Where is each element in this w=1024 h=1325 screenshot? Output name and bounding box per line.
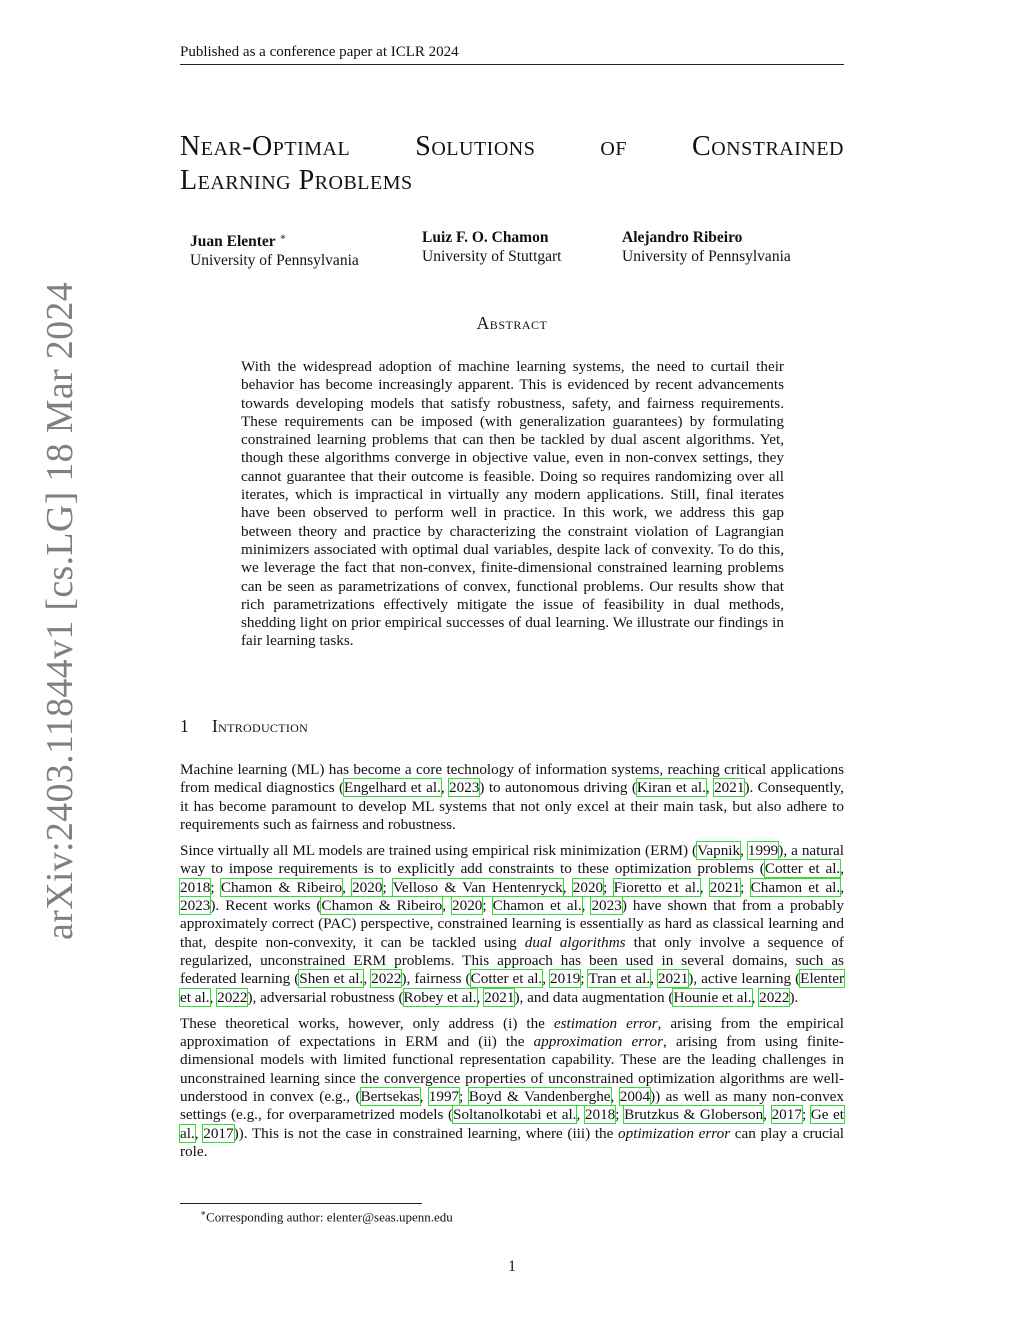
text-run: , xyxy=(740,842,748,860)
emphasis-text: estimation error xyxy=(553,1014,658,1032)
text-run: These theoretical works, however, only address (i) the xyxy=(180,1014,554,1032)
page-number: 1 xyxy=(508,1258,516,1275)
citation-link[interactable]: 2023 xyxy=(180,897,211,915)
footnote xyxy=(200,1208,453,1225)
footnote-text: Corresponding author: elenter@seas.upenn.edu xyxy=(206,1209,453,1225)
citation-link[interactable]: 2020 xyxy=(452,897,483,915)
text-run: , arising from the empirical approximation of expectations in ERM and (ii) the xyxy=(180,1014,845,1051)
citation-link[interactable]: Chamon et al. xyxy=(492,897,582,915)
text-run: , xyxy=(419,1088,429,1106)
citation-link[interactable]: Chamon et al. xyxy=(750,878,841,896)
text-run: , xyxy=(581,897,592,915)
text-run: Machine learning (ML) has become a core technology of information systems, reaching critical applications from medical diagnostics ( xyxy=(180,761,844,797)
abstract-text: With the widespread adoption of machine learning systems, the need to curtail their behavior has become increasingly apparent. This is evidenced by recent advancements towards developing models that satisfy robustness, safety, and fairness requirements. These requirements can be imposed (with generalization guarantees) by formulating constrained learning problems that can then be tackled by dual ascent algorithms. Yet, though these algorithms converge in objective value, even in non-convex settings, they cannot guarantee that their outcome is feasible. Doing so requires randomizing over all iterates, which is impractical in virtually any modern applications. Still, final iterates have been observed to perform well in practice. In this work, we address this gap between theory and practice by characterizing the constraint violation of Lagrangian minimizers associated with optimal dual variables, despite lack of convexity. To do this, we leverage the fact that non-convex, finite-dimensional constrained learning problems can be seen as parametrizations of convex, functional problems. Our results show that rich parametrizations effectively mitigate the issue of feasibility in dual methods, shedding light on prior empirical successes of dual learning. We illustrate our findings in fair learning tasks. xyxy=(241,358,784,650)
text-run: ), active learning ( xyxy=(688,970,801,988)
text-run: ; xyxy=(801,1106,811,1124)
citation-link[interactable]: Shen et al. xyxy=(299,970,364,988)
text-run: ), a natural way to impose requirements is to explicitly add constraints to these optimization problems ( xyxy=(180,842,844,878)
citation-link[interactable]: Hounie et al. xyxy=(673,988,752,1006)
author-block xyxy=(622,228,791,266)
text-run: , xyxy=(363,970,372,988)
section-heading xyxy=(180,716,308,737)
text-run: ; xyxy=(210,878,221,896)
text-run: , xyxy=(442,897,452,915)
citation-link[interactable]: 2021 xyxy=(709,878,741,896)
text-run: ) to autonomous driving ( xyxy=(479,779,637,797)
text-run: can play a crucial role. xyxy=(180,1124,845,1160)
emphasis-text: optimization error xyxy=(618,1124,731,1142)
author-footnote-mark[interactable]: ∗ xyxy=(279,232,287,243)
introduction-body xyxy=(180,761,844,1169)
citation-link[interactable]: 2004 xyxy=(619,1088,651,1106)
citation-link[interactable]: 2017 xyxy=(203,1124,234,1142)
author-block xyxy=(422,228,562,266)
citation-link[interactable]: Brutzkus & Globerson xyxy=(624,1106,764,1124)
emphasis-text: dual algorithms xyxy=(524,933,626,951)
text-run: ), adversarial robustness ( xyxy=(247,988,404,1006)
title-word: Solutions xyxy=(415,131,536,162)
author-affiliation: University of Pennsylvania xyxy=(190,252,359,270)
body-paragraph xyxy=(180,761,844,834)
text-run: , xyxy=(562,878,573,896)
text-run: ; xyxy=(615,1106,625,1124)
text-run: ; xyxy=(740,878,751,896)
text-run: ; xyxy=(580,970,589,988)
text-run: ; xyxy=(382,878,393,896)
author-affiliation: University of Pennsylvania xyxy=(622,248,791,265)
text-run: , xyxy=(194,1124,204,1142)
citation-link[interactable]: Cotter et al. xyxy=(764,860,841,878)
footnote-mark: ∗ xyxy=(200,1208,207,1218)
citation-link[interactable]: Soltanolkotabi et al. xyxy=(453,1106,577,1124)
citation-link[interactable]: 2022 xyxy=(371,970,402,988)
text-run: Since virtually all ML models are trained using empirical risk minimization (ERM) ( xyxy=(180,842,698,860)
author-name: Juan Elenter xyxy=(190,233,276,251)
footnote-divider xyxy=(180,1203,422,1204)
text-run: ), and data augmentation ( xyxy=(514,988,674,1006)
citation-link[interactable]: 2017 xyxy=(771,1106,802,1124)
citation-link[interactable]: Ge et al. xyxy=(180,1106,845,1142)
text-run: , xyxy=(699,878,710,896)
citation-link[interactable]: Elenter et al. xyxy=(180,970,845,1006)
text-run: , xyxy=(705,779,715,797)
text-run: ). xyxy=(789,988,799,1006)
citation-link[interactable]: 2022 xyxy=(217,988,248,1006)
text-run: )). This is not the case in constrained learning, where (iii) the xyxy=(233,1124,619,1142)
arxiv-stamp[interactable]: arXiv:2403.11844v1 [cs.LG] 18 Mar 2024 xyxy=(39,282,81,940)
section-number: 1 xyxy=(180,716,190,736)
citation-link[interactable]: 2021 xyxy=(714,779,745,797)
citation-link[interactable]: Kiran et al. xyxy=(636,779,706,797)
section-title: Introduction xyxy=(212,716,309,736)
text-run: ) have shown that from a probably approximately correct (PAC) perspective, constrained learning is essentially as hard as classical learning and that, despite non-convexity, it can be tackled using xyxy=(180,897,844,951)
text-run: , xyxy=(476,988,485,1006)
citation-link[interactable]: 2020 xyxy=(352,878,383,896)
citation-link[interactable]: 2022 xyxy=(759,988,790,1006)
running-header: Published as a conference paper at ICLR 2024 xyxy=(180,44,844,65)
text-run: , xyxy=(751,988,760,1006)
citation-link[interactable]: 2021 xyxy=(484,988,515,1006)
body-paragraph xyxy=(180,842,844,1007)
citation-link[interactable]: Robey et al. xyxy=(403,988,477,1006)
citation-link[interactable]: Velloso & Van Hentenryck xyxy=(392,878,563,896)
title-line-1 xyxy=(180,130,844,164)
text-run: )) as well as many non-convex settings (e.g., for overparametrized models ( xyxy=(180,1088,845,1124)
text-run: , xyxy=(542,970,551,988)
text-run: that only involve a sequence of regularized, unconstrained ERM problems. This approach has been used in several domains, such as federated learning ( xyxy=(180,933,844,988)
text-run: , xyxy=(576,1106,585,1124)
citation-link[interactable]: Chamon & Ribeiro xyxy=(321,897,443,915)
text-run: ), fairness ( xyxy=(401,970,471,988)
title-word: Near-Optimal xyxy=(180,131,351,162)
title-line-2: Learning Problems xyxy=(180,165,413,196)
citation-link[interactable]: Boyd & Vandenberghe xyxy=(468,1088,611,1106)
citation-link[interactable]: Engelhard et al. xyxy=(344,779,441,797)
citation-link[interactable]: Bertsekas xyxy=(360,1088,420,1106)
paper-title xyxy=(180,130,844,198)
citation-link[interactable]: Tran et al. xyxy=(588,970,651,988)
text-run: , xyxy=(650,970,658,988)
text-run: , arising from using finite-dimensional models with limited functional representation capability. These are the leading challenges in unconstrained learning since the convergence properties of unconstrained optimization algorithms are well-understood in convex (e.g., ( xyxy=(180,1033,844,1106)
citation-link[interactable]: Vapnik xyxy=(697,842,741,860)
emphasis-text: approximation error xyxy=(533,1033,663,1051)
author-name: Alejandro Ribeiro xyxy=(622,229,743,246)
text-run: , xyxy=(840,860,845,878)
title-word: of xyxy=(600,131,627,162)
title-word: Constrained xyxy=(692,131,844,162)
citation-link[interactable]: 1997 xyxy=(428,1088,460,1106)
citation-link[interactable]: 2021 xyxy=(657,970,689,988)
text-run: , xyxy=(840,878,844,896)
text-run: ; xyxy=(459,1088,469,1106)
citation-link[interactable]: 2018 xyxy=(180,878,211,896)
text-run: ; xyxy=(482,897,493,915)
citation-link[interactable]: 2020 xyxy=(572,878,604,896)
text-run: , xyxy=(763,1106,772,1124)
text-run: , xyxy=(209,988,218,1006)
citation-link[interactable]: Fioretto et al. xyxy=(613,878,700,896)
citation-link[interactable]: 2019 xyxy=(550,970,581,988)
text-run: , xyxy=(440,779,450,797)
body-paragraph xyxy=(180,1015,844,1161)
citation-link[interactable]: Cotter et al. xyxy=(470,970,543,988)
text-run: , xyxy=(342,878,353,896)
text-run: ; xyxy=(603,878,614,896)
citation-link[interactable]: 2018 xyxy=(584,1106,616,1124)
citation-link[interactable]: 2023 xyxy=(591,897,622,915)
text-run: ). Recent works ( xyxy=(210,897,322,915)
citation-link[interactable]: 2023 xyxy=(449,779,480,797)
author-name: Luiz F. O. Chamon xyxy=(422,229,549,246)
author-affiliation: University of Stuttgart xyxy=(422,248,562,265)
author-block xyxy=(190,228,359,270)
text-run: , xyxy=(610,1088,620,1106)
citation-link[interactable]: 1999 xyxy=(747,842,779,860)
abstract-heading: Abstract xyxy=(476,313,548,333)
text-run: ). Consequently, it has become paramount to develop ML systems that not only excel at their main task, but also adhere to requirements such as fairness and robustness. xyxy=(180,779,844,833)
citation-link[interactable]: Chamon & Ribeiro xyxy=(220,878,343,896)
